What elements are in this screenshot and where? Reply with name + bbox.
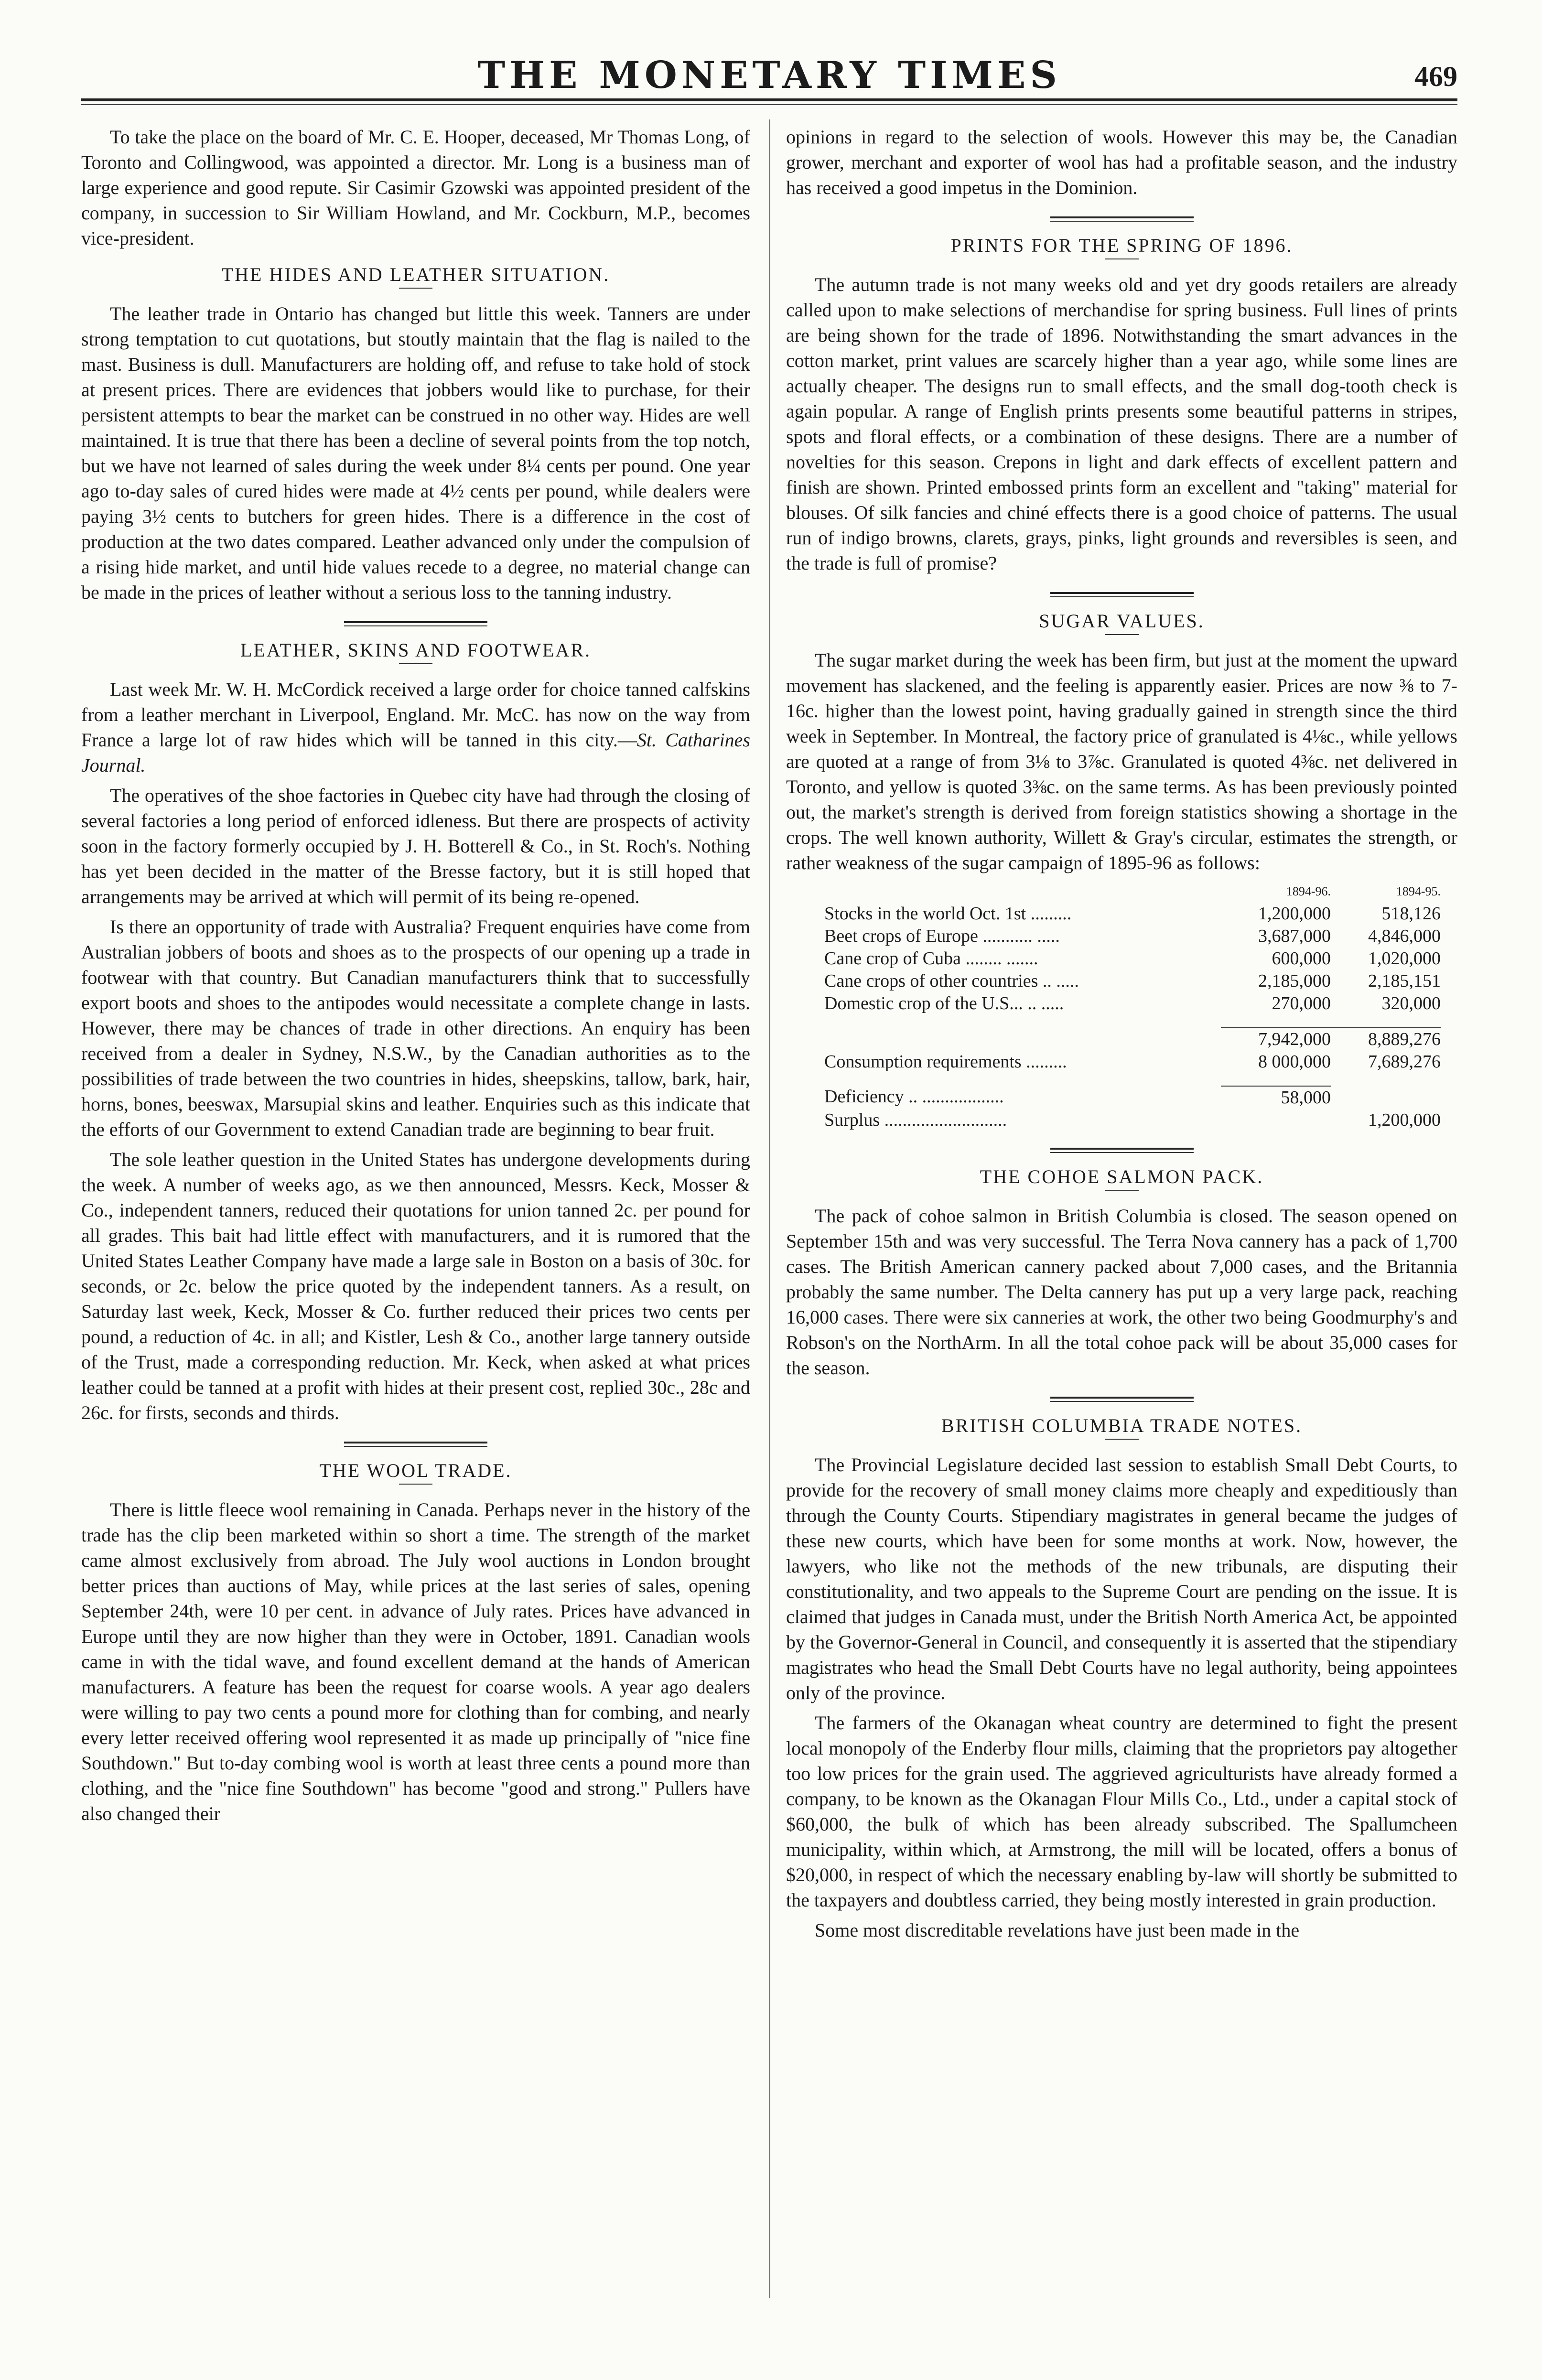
bc-paragraph-2: The farmers of the Okanagan wheat country are determined to fight the present local monopoly of the Enderby flour mills, claiming that the proprietors pay altogether too low prices for the grain used. The aggrieved agriculturists have already formed a company, to be known as the Okanagan Flour Mills Co., Ltd., under a capital stock of $60,000, the bulk of which has been already subscribed. The Spallumcheen municipality, within which, at Armstrong, the mill will be located, offers a bonus of $20,000, in respect of which the necessary enabling by-law will shortly be submitted to the taxpayers and doubtless carried, they being mostly interested in grain production. (786, 1712, 1457, 1911)
hides-heading: THE HIDES AND LEATHER SITUATION. (221, 264, 610, 285)
hides-paragraph: The leather trade in Ontario has changed but little this week. Tanners are under strong temptation to cut quotations, but stoutly maintain that the flag is nailed to the mast. Business is dull. Manufacturers are holding off, and refuse to take hold of stock at present prices. There are evidences that jobbers would like to purchase, for their persistent attempts to bear the market can be construed in no other way. Hides are well maintained. It is true that there has been a decline of several points from the top notch, but we have not learned of sales during the week under 8¼ cents per pound. One year ago to-day sales of cured hides were made at 4½ cents per pound, while dealers were paying 3½ cents to butchers for green hides. There is a difference in the cost of production at the two dates compared. Leather advanced only under the compulsion of a rising hide market, and until hide values recede to a degree, no material change can be made in the prices of leather without a serious loss to the tanning industry. (81, 303, 750, 603)
heading-dash (1105, 258, 1139, 259)
heading-dash (1105, 1190, 1139, 1191)
column-header-1894-96: 1894-96. (1286, 884, 1331, 898)
row-label: Deficiency .. .................. (824, 1087, 1004, 1107)
section-separator (344, 1442, 487, 1447)
row-label: Stocks in the world Oct. 1st ......... (824, 904, 1072, 924)
leather-source: St. Catharines Journal. (81, 729, 751, 776)
heading-dash (399, 1484, 432, 1485)
wool-paragraph: There is little fleece wool remaining in Canada. Perhaps never in the history of the trade has the clip been marketed within so short a time. The strength of the market came almost exclusively from abroad. The July wool auctions in London brought better prices than auctions of May, while prices at the last series of sales, opening September 24th, were 10 per cent. in advance of July rates. Prices have advanced in Europe until they are now higher than they were in October, 1891. Canadian wools came in with the tidal wave, and found excellent demand at the hands of American manufacturers. A feature has been the request for coarse wools. A year ago dealers were willing to pay two cents a pound more for clothing than for combing, and nearly every letter received offering wool represented it as made up principally of "nice fine Southdown." But to-day combing wool is worth at least three cents a pound more than clothing, and the "nice fine Southdown" has become "good and strong." Pullers have also changed their (81, 1499, 750, 1824)
table-row (824, 925, 1441, 948)
row-value-1: 58,000 (1221, 1086, 1331, 1109)
table-row (824, 903, 1441, 925)
row-value-2: 4,846,000 (1368, 926, 1441, 946)
leather-paragraph-2: The operatives of the shoe factories in Quebec city have had through the closing of several factories a long period of enforced idleness. But there are prospects of activity soon in the factory formerly occupied by J. H. Botterell & Co., in St. Roch's. Nothing has yet been decided in the matter of the Bresse factory, but it is still hoped that arrangements may be arrived at which will permit of its being re-opened. (81, 785, 750, 907)
table-total-row (824, 1023, 1441, 1051)
section-separator (344, 621, 487, 626)
column-divider (769, 119, 770, 2298)
section-separator (1050, 216, 1194, 222)
total-value-2: 8,889,276 (1331, 1027, 1441, 1051)
right-column (786, 124, 1457, 1948)
table-row-surplus (824, 1109, 1441, 1131)
left-column (81, 124, 750, 1831)
row-value-1: 270,000 (1272, 993, 1331, 1013)
total-value-1: 7,942,000 (1221, 1027, 1331, 1051)
row-label: Cane crop of Cuba ........ ....... (824, 948, 1038, 969)
leather-heading: LEATHER, SKINS AND FOOTWEAR. (240, 639, 591, 661)
row-value-2: 518,126 (1381, 904, 1441, 924)
table-row (824, 970, 1441, 992)
wool-continued-paragraph: opinions in regard to the selection of wools. However this may be, the Canadian grower, merchant and exporter of wool has had a profitable season, and the industry has received a good impetus in the Dominion. (786, 126, 1457, 198)
column-header-1894-95: 1894-95. (1396, 884, 1441, 898)
leather-paragraph-3: Is there an opportunity of trade with Australia? Frequent enquiries have come from Australian jobbers of boots and shoes as to the prospects of our opening up a trade in footwear with that country. But Canadian manufacturers think that to successfully export boots and shoes to the antipodes would necessitate a complete change in lasts. However, there may be chances of trade in other directions. An enquiry has been received from a dealer in Sydney, N.S.W., by the Canadian authorities as to the possibilities of trade between the two countries in hides, sheepskins, tallow, bark, hair, horns, bones, beeswax, Marsupial skins and leather. Enquiries such as this indicate that the efforts of our Government to extend Canadian trade are beginning to bear fruit. (81, 916, 750, 1140)
table-row-consumption (824, 1051, 1441, 1073)
row-value-2: 2,185,151 (1368, 971, 1441, 991)
section-separator (1050, 1397, 1194, 1402)
row-label: Cane crops of other countries .. ..... (824, 971, 1079, 991)
wool-heading: THE WOOL TRADE. (319, 1460, 512, 1481)
masthead-rule (81, 98, 1457, 101)
row-label: Beet crops of Europe ........... ..... (824, 926, 1060, 946)
row-value-1: 8 000,000 (1258, 1052, 1331, 1072)
table-row (824, 948, 1441, 970)
row-value-2: 320,000 (1381, 993, 1441, 1013)
row-label: Domestic crop of the U.S... .. ..... (824, 993, 1064, 1013)
row-value-1: 3,687,000 (1258, 926, 1331, 946)
leather-paragraph-1-text: Last week Mr. W. H. McCordick received a large order for choice tanned calfskins from a leather merchant in Liverpool, England. Mr. McC. has now on the way from France a large lot of raw hides which will be tanned in this city.— (81, 678, 750, 751)
prints-heading: PRINTS FOR THE SPRING OF 1896. (950, 235, 1293, 256)
page-number: 469 (1414, 61, 1457, 92)
sugar-statistics-table (824, 880, 1441, 1131)
salmon-heading: THE COHOE SALMON PACK. (980, 1166, 1264, 1187)
bc-heading: BRITISH COLUMBIA TRADE NOTES. (941, 1415, 1303, 1436)
row-label: Surplus ........................... (824, 1110, 1007, 1130)
bc-paragraph-3: Some most discreditable revelations have just been made in the (815, 1919, 1300, 1941)
table-header-row (824, 880, 1441, 903)
row-label: Consumption requirements ......... (824, 1052, 1067, 1072)
heading-dash (1105, 1439, 1139, 1440)
row-value-1: 600,000 (1272, 948, 1331, 969)
prints-paragraph: The autumn trade is not many weeks old and yet dry goods retailers are already called upon to make selections of merchandise for spring business. Full lines of prints are being shown for the trade of 1896. Notwithstanding the smart advances in the cotton market, print values are scarcely higher than a year ago, while some lines are actually cheaper. The designs run to small effects, and the small dog-tooth check is again popular. A range of English prints presents some beautiful patterns in stripes, spots and floral effects, or a combination of these designs. There are a number of novelties for this season. Crepons in light and dark effects of excellent pattern and finish are shown. Printed embossed prints form an excellent and "taking" material for blouses. Of silk fancies and chiné effects there is a good choice of patterns. The usual run of indigo browns, clarets, grays, pinks, light grounds and reversibles is seen, and the trade is full of promise? (786, 274, 1457, 574)
row-value-1: 1,200,000 (1258, 904, 1331, 924)
section-separator (1050, 592, 1194, 597)
heading-dash (1105, 634, 1139, 635)
row-value-2: 1,200,000 (1368, 1110, 1441, 1130)
sugar-paragraph: The sugar market during the week has been firm, but just at the moment the upward movement has slackened, and the feeling is apparently easier. Prices are now ⅜ to 7-16c. higher than the lowest point, having gradually gained in strength since the third week in September. In Montreal, the factory price of granulated is 4⅛c., while yellows are quoted at a range of from 3⅛ to 3⅞c. Granulated is quoted 4⅜c. net delivered in Toronto, and yellow is quoted 3⅜c. on the same terms. As has been previously pointed out, the market's strength is derived from foreign statistics showing a shortage in the crops. The well known authority, Willett & Gray's circular, estimates the strength, or rather weakness of the sugar campaign of 1895-96 as follows: (786, 649, 1457, 873)
table-row (824, 992, 1441, 1015)
leather-paragraph-1 (81, 677, 750, 778)
table-row-deficiency (824, 1086, 1441, 1109)
publication-title: THE MONETARY TIMES (477, 54, 1061, 97)
section-separator (1050, 1148, 1194, 1153)
board-appointment-paragraph: To take the place on the board of Mr. C. E. Hooper, deceased, Mr Thomas Long, of Toronto and Collingwood, was appointed a director. Mr. Long is a business man of large experience and good repute. Sir Casimir Gzowski was appointed president of the company, in succession to Sir William Howland, and Mr. Cockburn, M.P., becomes vice-president. (81, 126, 750, 249)
heading-dash (399, 663, 432, 664)
leather-paragraph-4: The sole leather question in the United States has undergone developments during the week. A number of weeks ago, as we then announced, Messrs. Keck, Mosser & Co., independent tanners, reduced their quotations for union tanned 2c. per pound for all grades. This bait had little effect with manufacturers, and it is rumored that the United States Leather Company have made a large sale in Boston on a basis of 30c. for seconds, or 2c. below the price quoted by the independent tanners. As a result, on Saturday last week, Keck, Mosser & Co. further reduced their prices two cents per pound, a reduction of 4c. in all; and Kistler, Lesh & Co., another large tannery outside of the Trust, made a corresponding reduction. Mr. Keck, when asked at what prices leather could be tanned at a profit with hides at their present cost, replied 30c., 28c and 26c. for firsts, seconds and thirds. (81, 1149, 750, 1423)
bc-paragraph-1: The Provincial Legislature decided last session to establish Small Debt Courts, to provide for the recovery of small money claims more cheaply and expeditiously than through the County Courts. Stipendiary magistrates in general became the judges of these new courts, which have been for some months at work. Now, however, the lawyers, who like not the methods of the new tribunals, are disputing their constitutionality, and two appeals to the Supreme Court are pending on the issue. It is claimed that judges in Canada must, under the British North America Act, be appointed by the Governor-General in Council, and consequently it is asserted that the stipendiary magistrates who head the Small Debt Courts have no legal authority, being appointees only of the province. (786, 1454, 1457, 1703)
row-value-2: 1,020,000 (1368, 948, 1441, 969)
heading-dash (399, 288, 432, 289)
salmon-paragraph: The pack of cohoe salmon in British Columbia is closed. The season opened on September 15th and was very successful. The Terra Nova cannery has a pack of 1,700 cases. The British American cannery packed about 7,000 cases, and the Britannia probably the same number. The Delta cannery has put up a very large pack, reaching 16,000 cases. There were six canneries at work, the other two being Goodmurphy's and Robson's on the NorthArm. In all the total cohoe pack will be about 35,000 cases for the season. (786, 1205, 1457, 1378)
masthead (81, 54, 1457, 111)
row-value-1: 2,185,000 (1258, 971, 1331, 991)
sugar-heading: SUGAR VALUES. (1039, 610, 1205, 632)
row-value-2: 7,689,276 (1368, 1052, 1441, 1072)
masthead-rule-thin (81, 104, 1457, 105)
